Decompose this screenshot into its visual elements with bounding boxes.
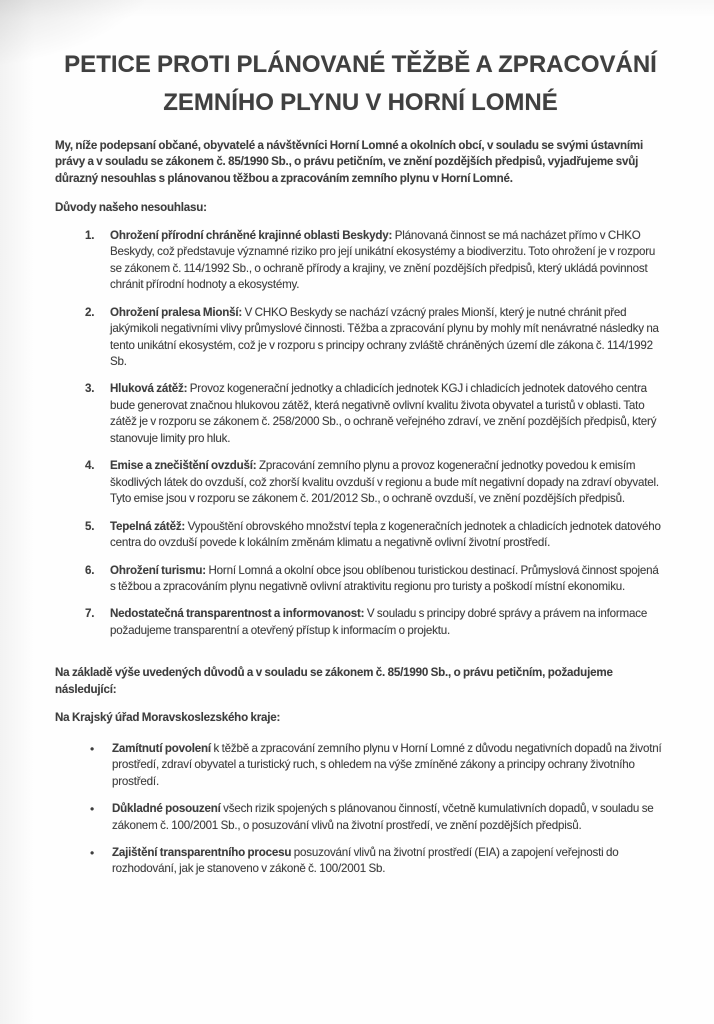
reason-body (110, 519, 666, 552)
reason-title: Ohrožení pralesa Mionší: (110, 305, 243, 319)
demand-item (87, 801, 666, 834)
demand-text: posuzování vlivů na životní prostředí (EIA) a zapojení veřejnosti do rozhodování, jak je stanoveno v zákoně č. 100/2001 Sb. (112, 845, 619, 876)
intro-paragraph: My, níže podepsaní občané, obyvatelé a návštěvníci Horní Lomné a okolních obcí, v souladu se svými ústavními právy a v souladu se zákonem č. 85/1990 Sb., o právu petičním, ve znění pozdějších předpisů, vyjadřujeme svůj důrazný nesouhlas s plánovanou těžbou a zpracováním zemního plynu v Horní Lomné. (55, 139, 644, 185)
reason-title: Emise a znečištění ovzduší: (110, 459, 257, 473)
reason-text: V CHKO Beskydy se nachází vzácný prales Mionší, který je nutné chránit před jakýmikoli negativními vlivy průmyslové činnosti. Těžba a zpracování plynu by mohly mít nenávratné následky na tento unikátní ekosystém, což je v rozporu s principy ochrany zvláště chráněných území dle zákona č. 114/1992 Sb. (110, 305, 659, 368)
demand-body (112, 741, 666, 790)
reason-body (110, 305, 666, 371)
page-title (55, 46, 666, 122)
bullet-icon: • (90, 845, 95, 860)
reason-number: 5. (85, 519, 95, 533)
demand-body (112, 845, 666, 878)
demand-title: Důkladné posouzení (112, 802, 221, 816)
bullet-icon: • (90, 741, 95, 756)
reason-title: Nedostatečná transparentnost a informovanost: (110, 607, 365, 621)
reason-item (85, 305, 666, 371)
reason-number: 7. (85, 607, 95, 621)
reason-text: Vypouštění obrovského množství tepla z kogeneračních jednotek a chladicích jednotek datového centra do ovzduší povede k lokálním změnám klimatu a negativně ovlivní životní prostředí. (110, 519, 661, 550)
authority-heading: Na Krajský úřad Moravskoslezského kraje: (55, 711, 281, 725)
demand-item (87, 845, 666, 878)
reason-item (85, 228, 666, 294)
demands-intro: Na základě výše uvedených důvodů a v souladu se zákonem č. 85/1990 Sb., o právu petičním, požadujeme následující: (55, 666, 613, 696)
bullet-icon: • (90, 802, 95, 817)
demands-list (55, 739, 666, 878)
reason-item (85, 519, 666, 552)
reason-item (85, 563, 666, 596)
demand-title: Zajištění transparentního procesu (112, 845, 292, 859)
page-title-line-1: PETICE PROTI PLÁNOVANÉ TĚŽBĚ A ZPRACOVÁNÍ (64, 51, 657, 78)
demand-text: všech rizik spojených s plánovanou činností, včetně kumulativních dopadů, v souladu se zákonem č. 100/2001 Sb., o posuzování vlivů na životní prostředí, ve znění pozdějších předpisů. (112, 802, 654, 832)
reason-item (85, 458, 666, 507)
reasons-heading: Důvody našeho nesouhlasu: (55, 201, 207, 215)
demand-title: Zamítnutí povolení (112, 741, 211, 755)
reason-number: 4. (85, 459, 95, 473)
reason-item (85, 381, 666, 447)
reason-body (110, 563, 666, 596)
reason-number: 3. (85, 382, 95, 396)
reason-text: Zpracování zemního plynu a provoz kogenerační jednotky povedou k emisím škodlivých látek do ovzduší, což zhorší kvalitu ovzduší v regionu a bude mít negativní dopady na zdraví obyvatel. Tyto emise jsou v rozporu se zákonem č. 201/2012 Sb., o ochraně ovzduší, ve znění pozdějších předpisů. (110, 459, 659, 506)
reason-item (85, 606, 666, 639)
reason-text: Provoz kogenerační jednotky a chladicích jednotek KGJ i chladicích jednotek datového centra bude generovat značnou hlukovou zátěž, která negativně ovlivní kvalitu života obyvatel a turistů v oblasti. Tato zátěž je v rozporu se zákonem č. 258/2000 Sb., o ochraně veřejného zdraví, ve znění pozdějších předpisů, který stanovuje limity pro hluk. (110, 382, 657, 445)
reason-number: 6. (85, 563, 95, 577)
reason-number: 2. (85, 305, 95, 319)
reason-text: V souladu s principy dobré správy a právem na informace požadujeme transparentní a otevřený přístup k informacím o projektu. (110, 607, 648, 637)
demand-body (112, 801, 666, 834)
demand-text: k těžbě a zpracování zemního plynu v Horní Lomné z důvodu negativních dopadů na životní prostředí, zdraví obyvatel a turistický ruch, s ohledem na výše zmíněné zákony a principy ochrany životního prostředí. (112, 741, 662, 788)
reason-body (110, 458, 666, 507)
reason-title: Ohrožení turismu: (110, 563, 206, 577)
demand-item (87, 741, 666, 790)
reason-body (110, 606, 666, 639)
page-title-line-2: ZEMNÍHO PLYNU V HORNÍ LOMNÉ (163, 89, 558, 116)
reason-body (110, 228, 666, 294)
reasons-list (55, 226, 666, 640)
reason-text: Horní Lomná a okolní obce jsou oblíbenou turistickou destinací. Průmyslová činnost spojená s těžbou a zpracováním plynu negativně ovlivní atraktivitu regionu pro turisty a poškodí místní ekonomiku. (110, 563, 659, 593)
reason-title: Ohrožení přírodní chráněné krajinné oblasti Beskydy: (110, 228, 393, 242)
reason-number: 1. (85, 228, 95, 242)
reason-body (110, 381, 666, 447)
reason-title: Tepelná zátěž: (110, 519, 186, 533)
reason-text: Plánovaná činnost se má nacházet přímo v CHKO Beskydy, což představuje významné riziko pro její unikátní ekosystémy a biodiverzitu. Toto ohrožení je v rozporu se zákonem č. 114/1992 Sb., o ochraně přírody a krajiny, ve znění pozdějších předpisů, který ukládá povinnost chránit přírodní hodnoty a ekosystémy. (110, 228, 656, 292)
reason-title: Hluková zátěž: (110, 382, 188, 396)
